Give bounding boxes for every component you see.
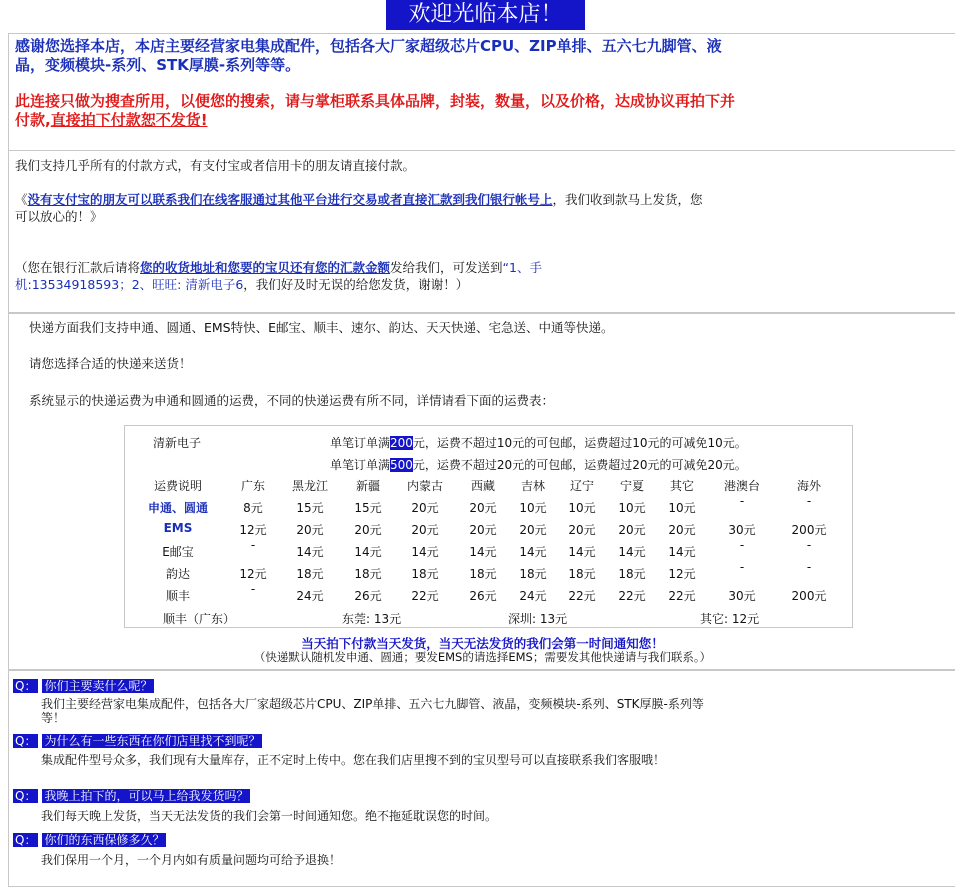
fee-cell: -: [806, 494, 812, 508]
fee-cell: 12元: [239, 523, 267, 537]
rule-1-a: 单笔订单满: [330, 436, 391, 450]
fee-row-courier: EMS: [163, 521, 193, 535]
faq-question: [13, 732, 262, 749]
faq-question-text: 我晚上拍下的，可以马上给我发货吗？: [44, 789, 249, 803]
fee-cell: 8元: [243, 501, 263, 515]
warning-text-b: 直接拍下付款恕不发货!: [50, 111, 208, 129]
fee-row-courier: 申通、圆通: [147, 501, 208, 515]
fee-header-region: 其它: [669, 479, 694, 493]
fee-cell: 14元: [296, 545, 324, 559]
fee-cell: 10元: [519, 501, 547, 515]
sf-other: 其它: 12元: [700, 612, 760, 626]
faq-question-text: 你们的东西保修多久？: [44, 833, 165, 847]
shop-name: 清新电子: [153, 436, 202, 450]
fee-cell: 26元: [354, 589, 382, 603]
fee-header-region: 西藏: [470, 479, 495, 493]
rule-2-b: 元，运费不超过20元的可包邮，运费超过20元的可减免20元。: [412, 458, 747, 472]
fee-header-region: 海外: [796, 479, 821, 493]
payment-line-2: [15, 191, 715, 225]
payment-panel: [8, 149, 955, 313]
fee-header-region: 黑龙江: [291, 479, 328, 493]
fee-cell: 14元: [519, 545, 547, 559]
fee-cell: -: [739, 560, 745, 574]
intro-text: 感谢您选择本店，本店主要经营家电集成配件，包括各大厂家超级芯片CPU、ZIP单排、五六七九脚管、液晶，变频模块-系列、STK厚膜-系列等等。: [15, 37, 722, 74]
fee-header-region: 宁夏: [619, 479, 644, 493]
fee-header-region: 吉林: [520, 479, 545, 493]
rule-2-a: 单笔订单满: [330, 458, 391, 472]
fee-cell: 15元: [296, 501, 324, 515]
fee-cell: 20元: [668, 523, 696, 537]
fee-cell: 26元: [469, 589, 497, 603]
shipping-panel: [8, 313, 955, 670]
sf-guangdong-label: 顺丰（广东）: [163, 612, 236, 626]
fee-cell: 18元: [354, 567, 382, 581]
faq-question-tag: Q：: [15, 789, 37, 803]
fee-row-courier: 顺丰: [165, 589, 190, 603]
fee-cell: 22元: [668, 589, 696, 603]
fee-header-region: 辽宁: [569, 479, 594, 493]
fee-cell: 20元: [296, 523, 324, 537]
fee-cell: 20元: [411, 501, 439, 515]
shipping-line-3: 系统显示的快递运费为申通和圆通的运费，不同的快递运费有所不同，详情请看下面的运费表：: [29, 393, 555, 408]
fee-cell: 12元: [668, 567, 696, 581]
fee-cell: 20元: [469, 523, 497, 537]
rule-1-b: 元，运费不超过10元的可包邮，运费超过10元的可减免10元。: [412, 436, 747, 450]
same-day-notice: 当天拍下付款当天发货，当天无法发货的我们会第一时间通知您！: [301, 636, 664, 651]
fee-cell: -: [739, 494, 745, 508]
free-shipping-rule-2: [330, 456, 747, 473]
fee-cell: 200元: [791, 589, 827, 603]
faq-question-text: 为什么有一些东西在你们店里找不到呢？: [44, 734, 261, 748]
payment-line-1: 我们支持几乎所有的付款方式，有支付宝或者信用卡的朋友请直接付款。: [15, 158, 416, 173]
faq-answer: 集成配件型号众多，我们现有大量库存，正不定时上传中。您在我们店里搜不到的宝贝型号可以直接联系我们客服哦！: [41, 753, 666, 767]
fee-row-courier: 韵达: [165, 567, 190, 581]
fee-cell: 30元: [728, 589, 756, 603]
payment-line-3-a: （您在银行汇款后请将: [15, 260, 141, 275]
fee-cell: 20元: [469, 501, 497, 515]
courier-default-notice: （快递默认随机发申通、圆通；要发EMS的请选择EMS；需要发其他快递请与我们联系。）: [253, 650, 712, 664]
fee-cell: 14元: [411, 545, 439, 559]
page-title: 欢迎光临本店！: [386, 0, 585, 30]
faq-question: [13, 787, 250, 804]
faq-question-tag: Q：: [15, 833, 37, 847]
fee-header-label: 运费说明: [153, 479, 202, 493]
fee-row-courier: E邮宝: [162, 545, 194, 559]
payment-line-3-c: 发给我们，可发送到: [390, 260, 503, 275]
fee-cell: 10元: [568, 501, 596, 515]
warning-text-a: 此连接只做为搜查所用，以便您的搜索，请与掌柜联系具体品牌，封装，数量，以及价格，达成协议再拍下并付款,: [15, 92, 736, 129]
payment-line-2-bold: 没有支付宝的朋友可以联系我们在线客服通过其他平台进行交易或者直接汇款到我们银行帐号上: [27, 192, 553, 207]
fee-cell: -: [806, 560, 812, 574]
faq-question-tag: Q：: [15, 734, 37, 748]
fee-header-region: 广东: [240, 479, 265, 493]
shipping-line-2: 请您选择合适的快递来送货！: [29, 356, 192, 371]
fee-header-region: 内蒙古: [406, 479, 443, 493]
fee-cell: 10元: [668, 501, 696, 515]
fee-cell: 14元: [618, 545, 646, 559]
warning-text: [15, 92, 735, 130]
fee-cell: 20元: [411, 523, 439, 537]
payment-line-2-suffix: ，我们收到款马上发货，您可以放心的！》: [15, 192, 703, 224]
faq-question-text: 你们主要卖什么呢？: [44, 679, 153, 693]
fee-cell: 14元: [668, 545, 696, 559]
fee-cell: 20元: [519, 523, 547, 537]
rule-1-amount: 200: [390, 436, 413, 450]
fee-cell: 200元: [791, 523, 827, 537]
fee-cell: 10元: [618, 501, 646, 515]
fee-header-region: 新疆: [355, 479, 380, 493]
fee-cell: 18元: [296, 567, 324, 581]
fee-cell: 22元: [618, 589, 646, 603]
fee-cell: 22元: [568, 589, 596, 603]
faq-panel: [8, 670, 955, 887]
contact-info: “1、手机:13534918593；2、旺旺: 清新电子6: [15, 260, 542, 292]
fee-cell: 20元: [618, 523, 646, 537]
fee-cell: 18元: [469, 567, 497, 581]
sf-dongguan: 东莞: 13元: [342, 612, 402, 626]
fee-cell: 14元: [354, 545, 382, 559]
intro-panel: [8, 33, 955, 151]
fee-header-region: 港澳台: [723, 479, 760, 493]
fee-cell: 18元: [519, 567, 547, 581]
faq-answer: 我们保用一个月，一个月内如有质量问题均可给予退换！: [41, 853, 342, 867]
free-shipping-rule-1: [330, 434, 747, 451]
fee-cell: 14元: [469, 545, 497, 559]
fee-cell: -: [250, 582, 256, 596]
fee-cell: 24元: [296, 589, 324, 603]
fee-cell: 18元: [568, 567, 596, 581]
payment-line-2-prefix: 《: [15, 192, 28, 207]
faq-answer: 我们主要经营家电集成配件，包括各大厂家超级芯片CPU、ZIP单排、五六七九脚管、液晶，变频模块-系列、STK厚膜-系列等等！: [41, 697, 704, 725]
payment-line-3-e: ，我们好及时无误的给您发货，谢谢！）: [243, 277, 469, 292]
sf-shenzhen: 深圳: 13元: [508, 612, 568, 626]
faq-answer: 我们每天晚上发货，当天无法发货的我们会第一时间通知您。绝不拖延耽误您的时间。: [41, 809, 498, 823]
fee-cell: 30元: [728, 523, 756, 537]
fee-cell: 24元: [519, 589, 547, 603]
faq-question-tag: Q：: [15, 679, 37, 693]
fee-cell: 14元: [568, 545, 596, 559]
fee-cell: 20元: [568, 523, 596, 537]
faq-question: [13, 831, 166, 848]
fee-cell: 15元: [354, 501, 382, 515]
shipping-line-1: 快递方面我们支持申通、圆通、EMS特快、E邮宝、顺丰、速尔、韵达、天天快递、宅急送、中通等快递。: [29, 320, 614, 335]
payment-line-3: [15, 259, 635, 293]
fee-cell: 18元: [618, 567, 646, 581]
fee-cell: 18元: [411, 567, 439, 581]
fee-cell: -: [739, 538, 745, 552]
fee-cell: 20元: [354, 523, 382, 537]
fee-cell: 22元: [411, 589, 439, 603]
rule-2-amount: 500: [390, 458, 413, 472]
shipping-fee-table: [124, 425, 853, 628]
fee-cell: -: [250, 538, 256, 552]
faq-question: [13, 677, 154, 694]
payment-line-3-b: 您的收货地址和您要的宝贝还有您的汇款金额: [140, 260, 391, 275]
fee-cell: -: [806, 538, 812, 552]
fee-cell: 12元: [239, 567, 267, 581]
